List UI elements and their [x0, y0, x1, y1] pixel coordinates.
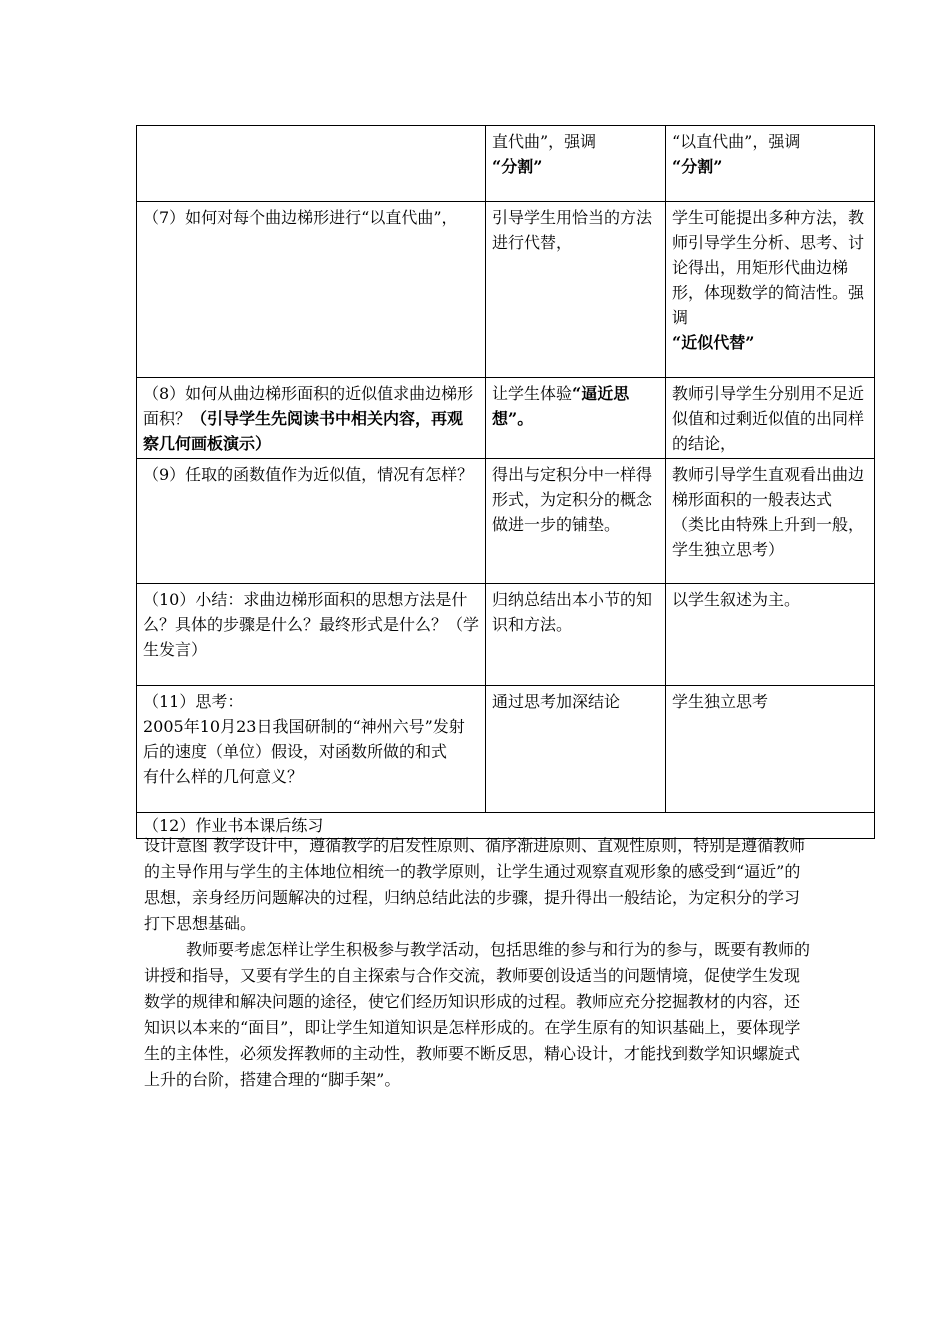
cell-bold-text: （引导学生先阅读书中相关内容，再观察几何画板演示）: [143, 409, 464, 453]
cell-text: 让学生体验: [492, 384, 573, 403]
intent-cell: 引导学生用恰当的方法进行代替，: [486, 202, 666, 378]
table-row: [137, 584, 875, 686]
activity-cell: [666, 202, 875, 378]
intent-cell: 得出与定积分中一样得形式，为定积分的概念做进一步的铺垫。: [486, 459, 666, 584]
question-cell: （9）任取的函数值作为近似值，情况有怎样？: [137, 459, 486, 584]
cell-bold-text: “分割”: [672, 157, 723, 176]
lesson-table: [136, 125, 875, 839]
activity-cell: [666, 459, 875, 584]
activity-cell: 教师引导学生分别用不足近似值和过剩近似值的出同样的结论，: [666, 378, 875, 459]
table-row: [137, 126, 875, 202]
question-cell: （10）小结：求曲边梯形面积的思想方法是什么？具体的步骤是什么？最终形式是什么？（学生发言）: [137, 584, 486, 686]
question-cell: [137, 126, 486, 202]
table-row: [137, 686, 875, 813]
cell-text: 教师引导学生直观看出曲边梯形面积的一般表达式: [672, 465, 865, 509]
cell-text: 2005年10月23日我国研制的“神州六号”发射后的速度（单位）假设，对函数所做的和式: [143, 717, 465, 761]
body-paragraph: 教师要考虑怎样让学生积极参与教学活动，包括思维的参与和行为的参与，既要有教师的讲授和指导，又要有学生的自主探索与合作交流，教师要创设适当的问题情境，促使学生发现数学的规律和解决问题的途径，使它们经历知识形成的过程。教师应充分挖掘教材的内容，还知识以本来的“面目”，即让学生知道知识是怎样形成的。在学生原有的知识基础上，要体现学生的主体性，必须发挥教师的主动性，教师要不断反思，精心设计，才能找到数学知识螺旋式上升的台阶，搭建合理的“脚手架”。: [144, 940, 811, 1089]
cell-bold-text: “分割”: [492, 157, 543, 176]
question-cell: [137, 378, 486, 459]
activity-cell: [666, 126, 875, 202]
intent-cell: 通过思考加深结论: [486, 686, 666, 813]
intent-cell: [486, 126, 666, 202]
cell-text: 直代曲”，强调: [492, 132, 597, 151]
cell-text: （11）思考：: [143, 692, 244, 711]
table-row: [137, 378, 875, 459]
intent-cell: 归纳总结出本小节的知识和方法。: [486, 584, 666, 686]
cell-text: 有什么样的几何意义？: [143, 767, 304, 786]
intent-cell: [486, 378, 666, 459]
activity-cell: 以学生叙述为主。: [666, 584, 875, 686]
cell-text: （类比由特殊上升到一般，学生独立思考）: [672, 515, 865, 559]
cell-text: （8）如何从曲边梯形面积的近似值求曲边梯形面积？: [143, 384, 474, 428]
cell-text: “以直代曲”，强调: [672, 132, 801, 151]
design-intent-text: 设计意图 教学设计中，遵循教学的启发性原则、循序渐进原则、直观性原则，特别是遵循教师的主导作用与学生的主体地位相统一的教学原则，让学生通过观察直观形象的感受到“逼近”的思想，亲身经历问题解决的过程，归纳总结此法的步骤，提升得出一般结论，为定积分的学习打下思想基础。: [144, 836, 806, 933]
table-row: [137, 459, 875, 584]
cell-bold-text: “逼近思想”。: [492, 384, 630, 428]
homework-cell: （12）作业书本课后练习: [137, 813, 875, 839]
activity-cell: 学生独立思考: [666, 686, 875, 813]
cell-bold-text: “近似代替”: [672, 333, 755, 352]
cell-text: 学生可能提出多种方法，教师引导学生分析、思考、讨论得出，用矩形代曲边梯形，体现数学的简洁性。强调: [672, 208, 865, 327]
question-cell: [137, 686, 486, 813]
question-cell: （7）如何对每个曲边梯形进行“以直代曲”，: [137, 202, 486, 378]
table-row: [137, 202, 875, 378]
